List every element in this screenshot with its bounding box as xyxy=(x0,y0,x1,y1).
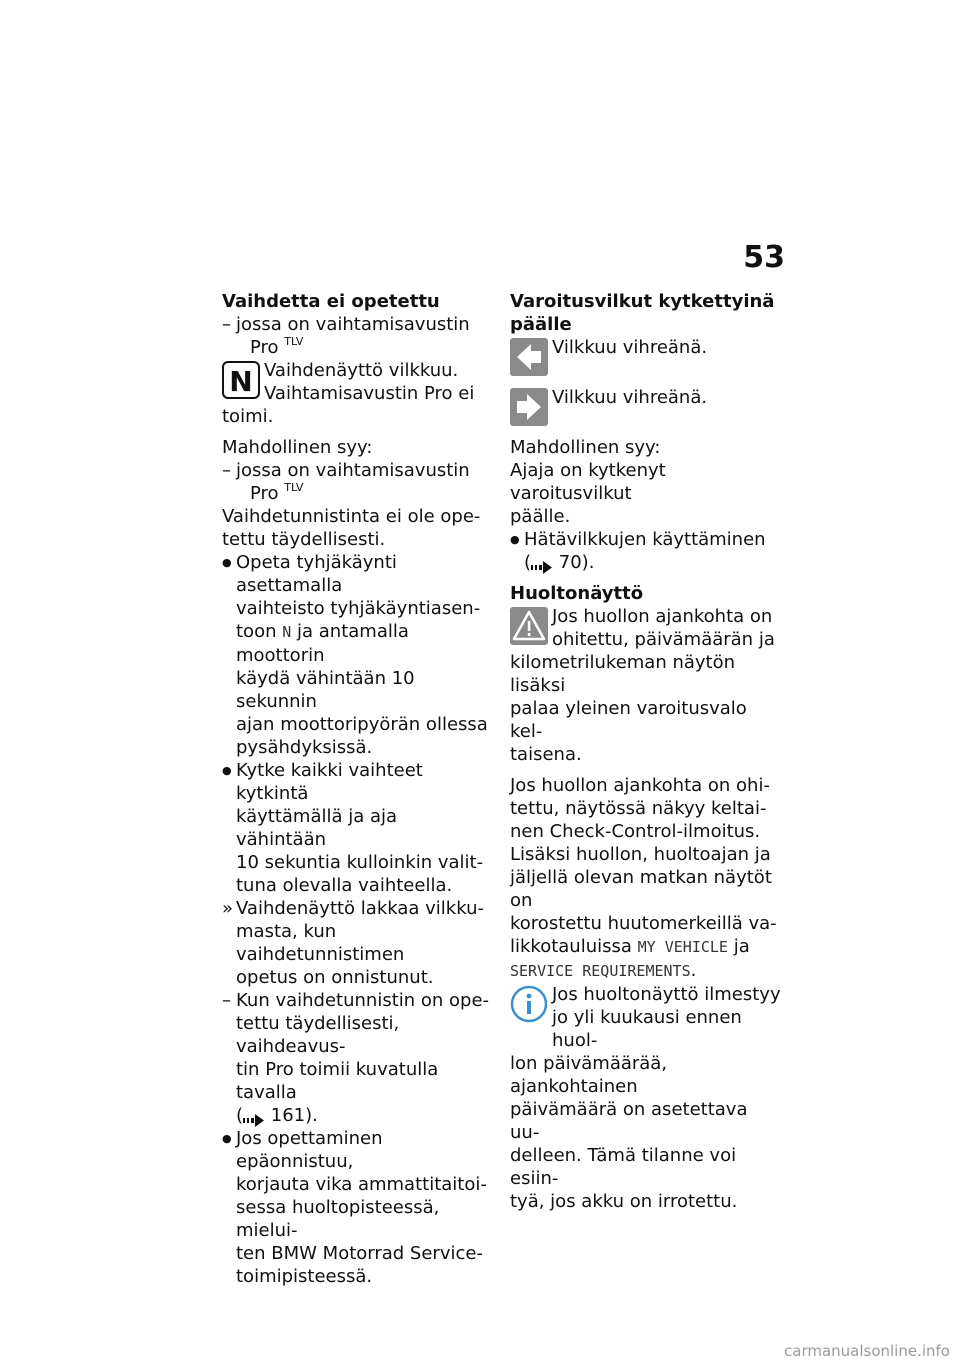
warning-row xyxy=(510,605,782,651)
text-line: jo yli kuukausi ennen huol- xyxy=(552,1007,742,1051)
text-line: tettu, näytössä näkyy keltai- xyxy=(510,798,767,819)
text-line: Lisäksi huollon, huoltoajan ja xyxy=(510,844,771,865)
dash-item xyxy=(222,459,490,505)
bullet-marker: ● xyxy=(510,533,520,546)
bullet-marker: ● xyxy=(222,556,232,569)
text-line: Pro xyxy=(250,337,279,358)
page-reference[interactable]: 161). xyxy=(270,1105,318,1126)
right-arrow-row xyxy=(510,386,782,436)
text-line: korjauta vika ammattitaitoi- xyxy=(236,1174,487,1195)
bullet-item xyxy=(510,528,782,574)
info-icon xyxy=(510,985,548,1029)
text-line: Jos opettaminen epäonnistuu, xyxy=(236,1128,383,1172)
text-line: kilometrilukeman näytön lisäksi xyxy=(510,652,736,696)
page-reference-arrow-icon[interactable] xyxy=(531,557,553,570)
text-line: lon päivämäärää, ajankohtainen xyxy=(510,1053,668,1097)
text-line: jossa on vaihtamisavustin xyxy=(236,314,470,335)
text-line: Ajaja on kytkenyt varoitusvilkut xyxy=(510,460,666,504)
text-line: sessa huoltopisteessä, mielui- xyxy=(236,1197,440,1241)
text-line: Opeta tyhjäkäynti asettamalla xyxy=(236,552,397,596)
right-column xyxy=(510,290,782,1213)
text-line: jäljellä olevan matkan näytöt on xyxy=(510,867,772,911)
text-line: ohitettu, päivämäärän ja xyxy=(552,629,775,650)
open-paren: ( xyxy=(236,1105,244,1126)
turn-left-arrow-icon xyxy=(510,338,548,382)
tlv-superscript: TLV xyxy=(284,335,304,348)
text-line: Pro xyxy=(250,483,279,504)
page-number: 53 xyxy=(743,240,785,275)
text-line: ja antamalla moottorin xyxy=(236,621,409,666)
result-marker: » xyxy=(222,898,234,919)
text-line: Hätävilkkujen käyttäminen xyxy=(524,529,766,550)
text-line: Jos huoltonäyttö ilmestyy xyxy=(552,984,781,1005)
bullet-marker: ● xyxy=(222,764,232,777)
text-line: ajan moottoripyörän ollessa xyxy=(236,714,488,735)
text-line: Vaihdenäyttö vilkkuu. xyxy=(264,360,459,381)
gear-indicator-n-icon xyxy=(222,361,260,405)
text-line: tyä, jos akku on irrotettu. xyxy=(510,1191,738,1212)
text-line: ten BMW Motorrad Service- xyxy=(236,1243,483,1264)
section-heading-hazard-lights: Varoitusvilkut kytkettyinä xyxy=(510,291,775,312)
text-line: päivämäärä on asetettava uu- xyxy=(510,1099,748,1143)
text-line: tin Pro toimii kuvatulla tavalla xyxy=(236,1059,439,1103)
text-line: korostettu huutomerkeillä va- xyxy=(510,913,777,934)
bullet-item xyxy=(222,551,490,759)
dash-item xyxy=(222,313,490,359)
dash-marker: – xyxy=(222,460,231,481)
text-line: nen Check-Control-ilmoitus. xyxy=(510,821,761,842)
info-row xyxy=(510,983,782,1052)
text-line: pysähdyksissä. xyxy=(236,737,373,758)
text-line: jossa on vaihtamisavustin xyxy=(236,460,470,481)
text-line: toon xyxy=(236,621,277,642)
text-line: 10 sekuntia kulloinkin valit- xyxy=(236,852,484,873)
bullet-item xyxy=(222,759,490,897)
text-line: käyttämällä ja aja vähintään xyxy=(236,806,398,850)
section-heading-gear-not-learned: Vaihdetta ei opetettu xyxy=(222,291,440,312)
text-line: käydä vähintään 10 sekunnin xyxy=(236,668,415,712)
bullet-item xyxy=(222,1127,490,1288)
page-reference-arrow-icon[interactable] xyxy=(243,1110,265,1123)
svg-text:N: N xyxy=(229,365,253,398)
text-line: delleen. Tämä tilanne voi esiin- xyxy=(510,1145,737,1189)
text-line: masta, kun vaihdetunnistimen xyxy=(236,921,405,965)
text-line: Kun vaihdetunnistin on ope- xyxy=(236,990,490,1011)
result-item xyxy=(222,897,490,989)
text-line: tuna olevalla vaihteella. xyxy=(236,875,453,896)
page-reference[interactable]: 70). xyxy=(558,552,595,573)
bullet-marker: ● xyxy=(222,1132,232,1145)
dash-item xyxy=(222,989,490,1127)
open-paren: ( xyxy=(524,552,532,573)
text-line: Vilkkuu vihreänä. xyxy=(552,337,708,358)
text-line: Vaihdetunnistinta ei ole ope- xyxy=(222,506,481,527)
text-line: ja xyxy=(733,936,750,957)
warning-triangle-icon xyxy=(510,607,548,651)
left-column xyxy=(222,290,490,1288)
text-line: vaihteisto tyhjäkäyntiasen- xyxy=(236,598,481,619)
text-line: Vilkkuu vihreänä. xyxy=(552,387,708,408)
text-line: . xyxy=(690,960,697,981)
dash-marker: – xyxy=(222,314,231,335)
text-line: palaa yleinen varoitusvalo kel- xyxy=(510,698,747,742)
text-line: Jos huollon ajankohta on ohi- xyxy=(510,775,770,796)
gear-indicator-row xyxy=(222,359,490,405)
text-line: Jos huollon ajankohta on xyxy=(552,606,773,627)
text-line: Vaihtamisavustin Pro ei xyxy=(264,383,475,404)
menu-name-service-requirements: SERVICE REQUIREMENTS xyxy=(510,962,691,980)
text-line: tettu täydellisesti. xyxy=(222,529,386,550)
text-line: taisena. xyxy=(510,744,582,765)
text-line: toimi. xyxy=(222,406,274,427)
watermark-footer: carmanualsonline.info xyxy=(784,1342,950,1360)
turn-right-arrow-icon xyxy=(510,388,548,432)
cause-label: Mahdollinen syy: xyxy=(510,437,661,458)
text-line: toimipisteessä. xyxy=(236,1266,373,1287)
text-line: Kytke kaikki vaihteet kytkintä xyxy=(236,760,423,804)
text-line: päälle. xyxy=(510,506,571,527)
text-line: Vaihdenäyttö lakkaa vilkku- xyxy=(236,898,484,919)
section-heading-service-display: Huoltonäyttö xyxy=(510,583,644,604)
tlv-superscript: TLV xyxy=(284,481,304,494)
text-line: likkotauluissa xyxy=(510,936,632,957)
code-n: N xyxy=(282,623,292,641)
text-line: opetus on onnistunut. xyxy=(236,967,434,988)
cause-label: Mahdollinen syy: xyxy=(222,437,373,458)
text-line: tettu täydellisesti, vaihdeavus- xyxy=(236,1013,400,1057)
dash-marker: – xyxy=(222,990,231,1011)
menu-name-my-vehicle: MY VEHICLE xyxy=(637,938,728,956)
section-heading-hazard-lights-2: päälle xyxy=(510,314,572,335)
left-arrow-row xyxy=(510,336,782,386)
